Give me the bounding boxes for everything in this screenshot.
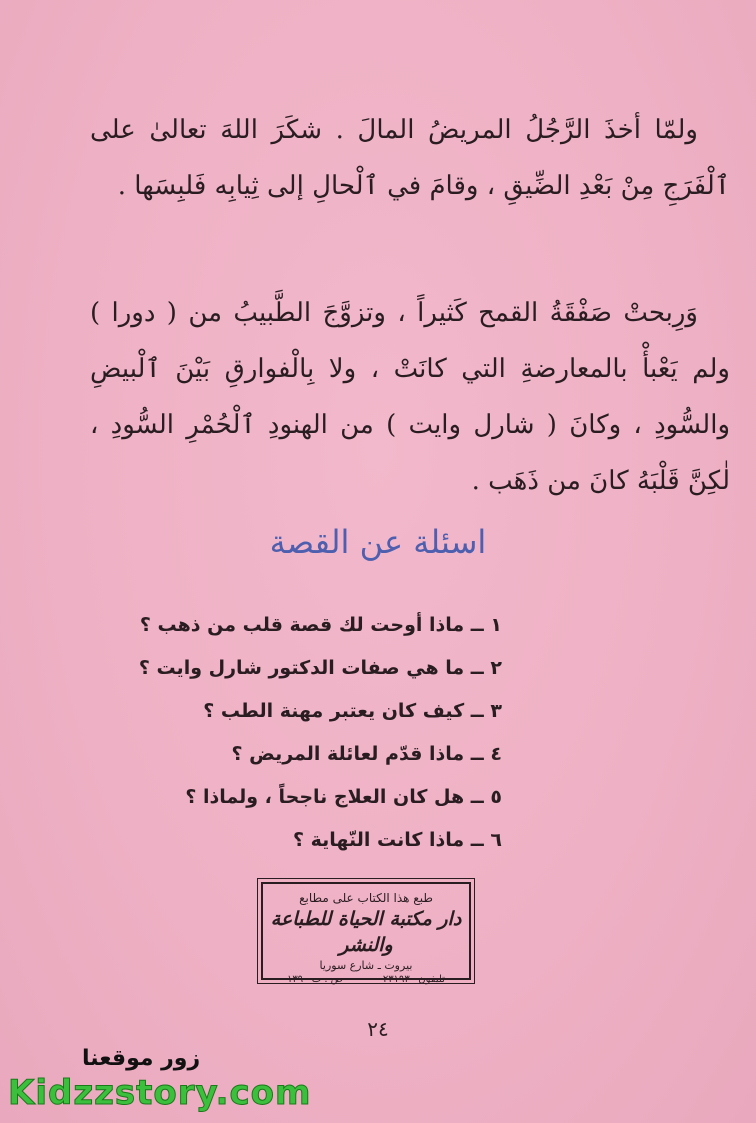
imprint-line-1: طبع هذا الكتاب على مطابع <box>299 891 433 905</box>
watermark-site-link[interactable]: Kidzzstory.com <box>8 1073 312 1113</box>
question-item: ٢ ــ ما هي صفات الدكتور شارل وايت ؟ <box>138 657 502 679</box>
imprint-publisher-name: دار مكتبة الحياة للطباعة والنشر <box>270 908 462 956</box>
question-item: ٣ ــ كيف كان يعتبر مهنة الطب ؟ <box>203 700 502 722</box>
imprint-address: بيروت ـ شارع سوريا <box>319 959 413 972</box>
question-item: ١ ــ ماذا أوحت لك قصة قلب من ذهب ؟ <box>139 614 502 636</box>
question-item: ٥ ــ هل كان العلاج ناجحاً ، ولماذا ؟ <box>185 786 502 808</box>
question-item: ٦ ــ ماذا كانت النّهاية ؟ <box>292 829 502 851</box>
publisher-imprint-box <box>261 882 471 985</box>
story-paragraph-1 <box>90 102 730 214</box>
page-number: ٢٤ <box>367 1017 389 1041</box>
watermark-visit-text: زور موقعنا <box>82 1046 201 1071</box>
paragraph-text-1: ولمّا أخذَ الرَّجُلُ المريضُ المالَ . شكَرَ اللهَ تعالىٰ على ٱلْفَرَجِ مِنْ بَعْدِ الضِّيقِ ، وقامَ في ٱلْحالِ إلى ثِيابِه فَلبِسَها . <box>90 115 730 201</box>
paragraph-text-2: وَرِبحتْ صَفْقَةُ القمح كَثيراً ، وتزوَّجَ الطَّبيبُ من ( دورا ) ولم يَعْبأْ بالمعارضةِ التي كانَتْ ، ولا بِالْفوارقِ بَيْنَ ٱلْبيضِ والسُّودِ ، وكانَ ( شارل وايت ) من الهنودِ ٱلْحُمْرِ السُّودِ ، لٰكِنَّ قَلْبَهُ كانَ من ذَهَب . <box>90 298 730 496</box>
question-item: ٤ ــ ماذا قدّم لعائلة المريض ؟ <box>231 743 502 765</box>
story-paragraph-2 <box>90 285 730 509</box>
imprint-pobox: ص . ب ١٣٩٠ <box>287 974 343 985</box>
imprint-contact <box>263 973 469 987</box>
questions-heading: اسئلة عن القصة <box>269 523 487 561</box>
imprint-phone: تليفون ٢٣١٩٣٠ <box>382 974 445 985</box>
questions-list <box>139 604 502 862</box>
